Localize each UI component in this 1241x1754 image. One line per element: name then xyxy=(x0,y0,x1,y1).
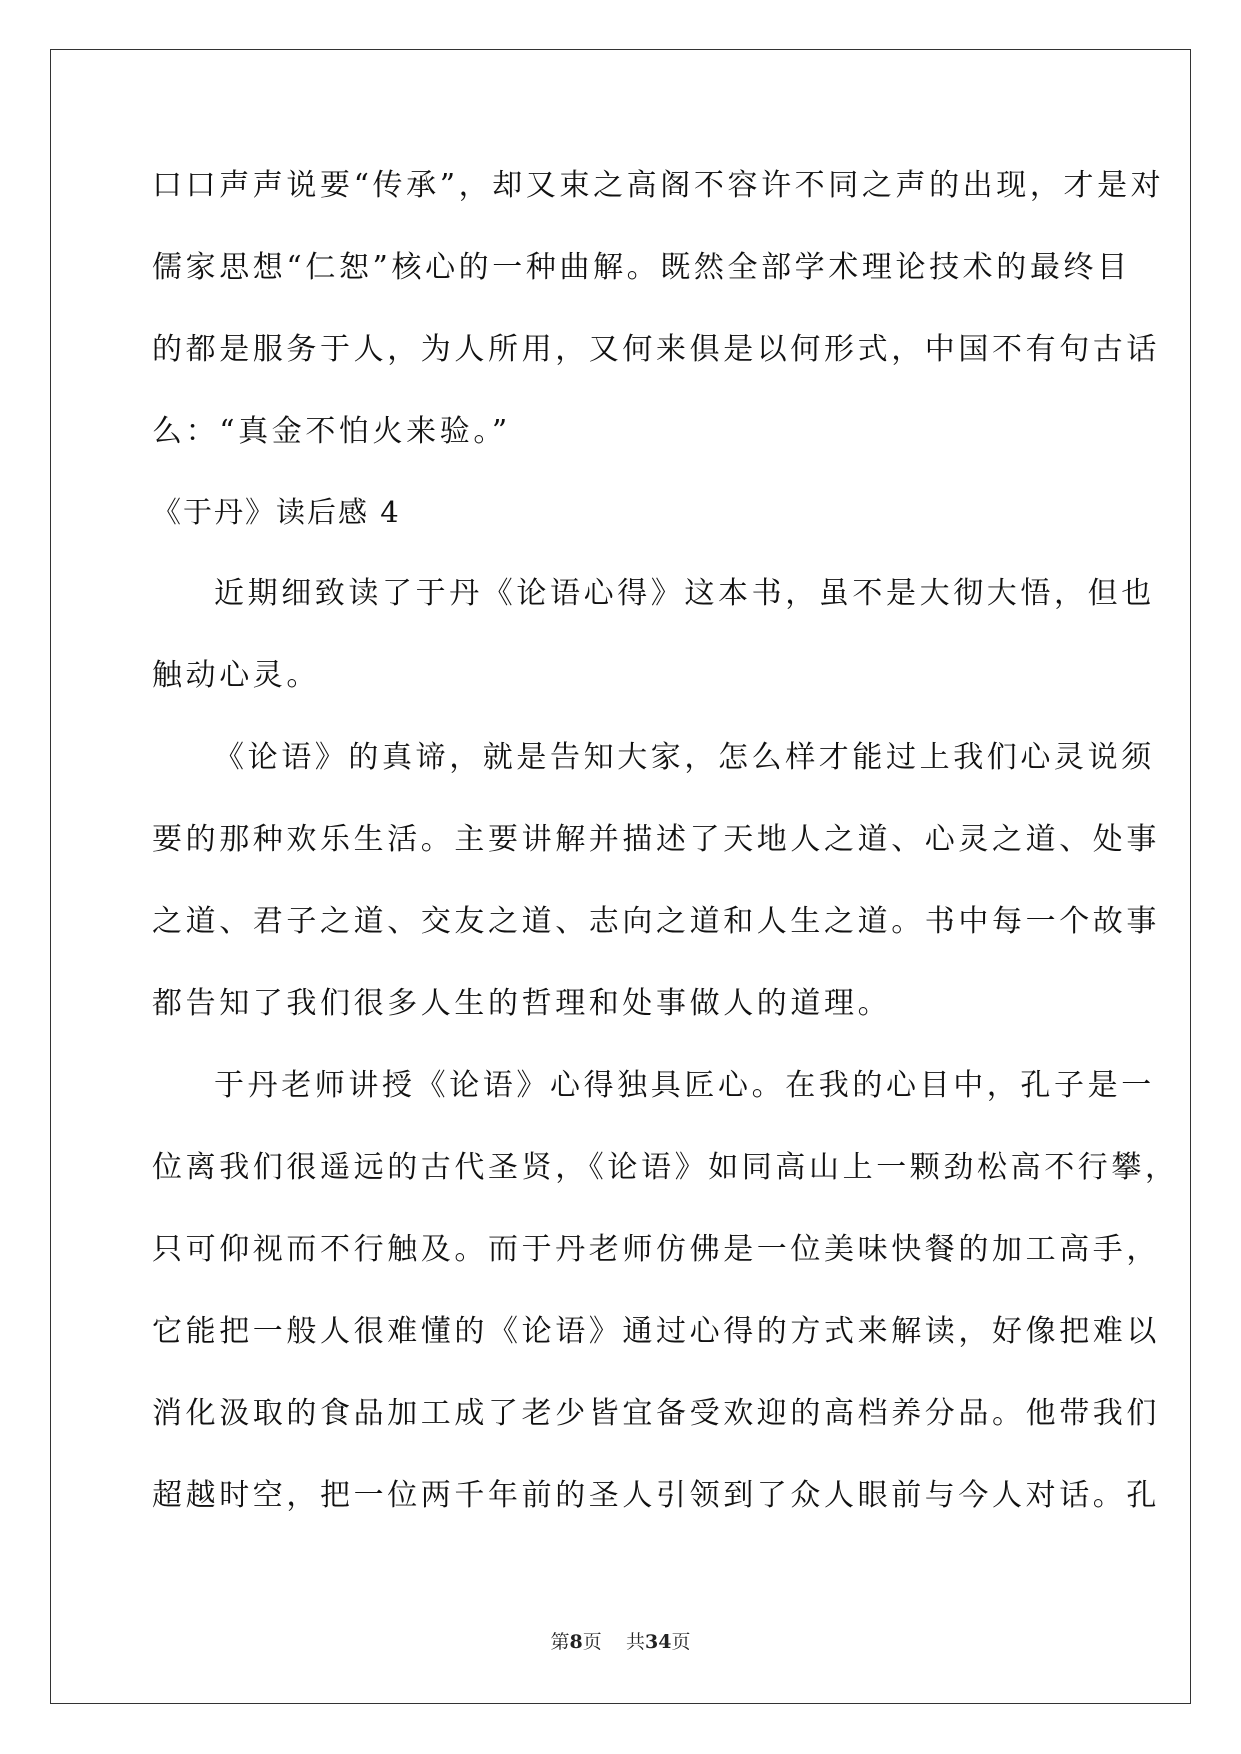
text-line: 消化汲取的食品加工成了老少皆宜备受欢迎的高档养分品。他带我们 xyxy=(152,1396,1160,1431)
text-line: 要的那种欢乐生活。主要讲解并描述了天地人之道、心灵之道、处事 xyxy=(152,822,1160,857)
text-line: 的都是服务于人，为人所用，又何来俱是以何形式，中国不有句古话 xyxy=(152,332,1160,367)
page-number: 8 xyxy=(569,1631,583,1653)
paragraph-first-line: 近期细致读了于丹《论语心得》这本书，虽不是大彻大悟，但也 xyxy=(214,576,1155,611)
text-line: 口口声声说要“传承”，却又束之高阁不容许不同之声的出现，才是对 xyxy=(152,168,1165,203)
section-heading: 《于丹》读后感 4 xyxy=(152,495,401,529)
page-footer xyxy=(0,1630,1241,1654)
document-body xyxy=(152,158,1179,1550)
text-line: 触动心灵。 xyxy=(152,658,320,693)
page-label-prefix: 第 xyxy=(550,1631,570,1653)
text-line: 都告知了我们很多人生的哲理和处事做人的道理。 xyxy=(152,986,892,1021)
total-label-suffix: 页 xyxy=(671,1631,691,1653)
text-line: 之道、君子之道、交友之道、志向之道和人生之道。书中每一个故事 xyxy=(152,904,1160,939)
text-line: 只可仰视而不行触及。而于丹老师仿佛是一位美味快餐的加工高手， xyxy=(152,1232,1160,1267)
page-label-suffix: 页 xyxy=(582,1631,602,1653)
text-line: 位离我们很遥远的古代圣贤，《论语》如同高山上一颗劲松高不行攀， xyxy=(152,1150,1179,1185)
paragraph-first-line: 于丹老师讲授《论语》心得独具匠心。在我的心目中，孔子是一 xyxy=(214,1068,1155,1103)
total-label-prefix: 共 xyxy=(625,1631,645,1653)
paragraph-first-line: 《论语》的真谛，就是告知大家，怎么样才能过上我们心灵说须 xyxy=(214,740,1155,775)
total-pages: 34 xyxy=(644,1631,672,1653)
text-line: 它能把一般人很难懂的《论语》通过心得的方式来解读，好像把难以 xyxy=(152,1314,1160,1349)
text-line: 超越时空，把一位两千年前的圣人引领到了众人眼前与今人对话。孔 xyxy=(152,1478,1160,1513)
text-line: 儒家思想“仁恕”核心的一种曲解。既然全部学术理论技术的最终目 xyxy=(152,250,1131,285)
text-line: 么：“真金不怕火来验。” xyxy=(152,414,511,449)
